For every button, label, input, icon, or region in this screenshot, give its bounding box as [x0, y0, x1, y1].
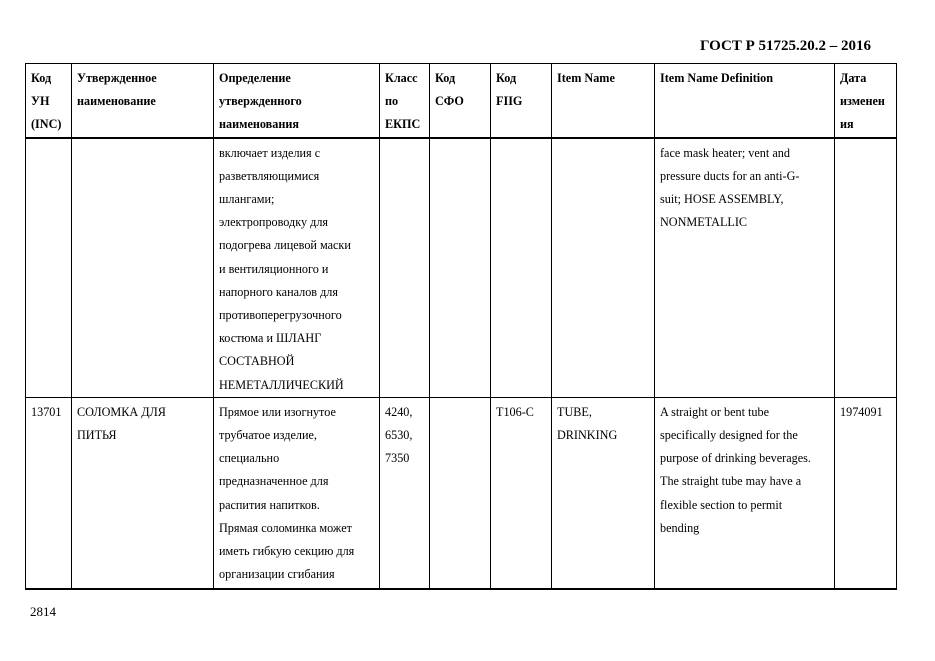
cell-inc: 13701 — [26, 397, 72, 589]
header-item-name: Item Name — [552, 64, 655, 138]
table-header-row — [26, 64, 897, 138]
header-ekps-class: Класс по ЕКПС — [380, 64, 430, 138]
cell-item-name-definition: face mask heater; vent and pressure ducts for an anti-G- suit; HOSE ASSEMBLY, NONMETALLIC — [655, 138, 835, 398]
cell-change-date: 1974091 — [835, 397, 897, 589]
cell-fiig-code: T106-C — [491, 397, 552, 589]
page-number: 2814 — [30, 604, 56, 619]
header-approved-name: Утвержденное наименование — [72, 64, 214, 138]
cell-approved-name: СОЛОМКА ДЛЯ ПИТЬЯ — [72, 397, 214, 589]
header-definition: Определение утвержденного наименования — [214, 64, 380, 138]
cell-ekps-class — [380, 138, 430, 398]
cell-item-name — [552, 138, 655, 398]
cell-fiig-code — [491, 138, 552, 398]
cell-ekps-class: 4240, 6530, 7350 — [380, 397, 430, 589]
cell-sfo-code — [430, 138, 491, 398]
cell-item-name-definition: A straight or bent tube specifically designed for the purpose of drinking beverages. The straight tube may have a flexible section to permit bending — [655, 397, 835, 589]
cell-inc — [26, 138, 72, 398]
cell-change-date — [835, 138, 897, 398]
header-inc-code: Код УН (INC) — [26, 64, 72, 138]
table-row — [26, 397, 897, 589]
header-item-name-definition: Item Name Definition — [655, 64, 835, 138]
header-fiig-code: Код FIIG — [491, 64, 552, 138]
header-sfo-code: Код СФО — [430, 64, 491, 138]
cell-sfo-code — [430, 397, 491, 589]
cell-approved-name — [72, 138, 214, 398]
item-names-table — [25, 63, 897, 590]
table-row — [26, 138, 897, 398]
cell-definition: включает изделия с разветвляющимися шлангами; электропроводку для подогрева лицевой маски и вентиляционного и напорного каналов для противоперегрузочного костюма и ШЛАНГ СОСТАВНОЙ НЕМЕТАЛЛИЧЕСКИЙ — [214, 138, 380, 398]
cell-definition: Прямое или изогнутое трубчатое изделие, специально предназначенное для распития напитков. Прямая соломинка может иметь гибкую секцию для организации сгибания — [214, 397, 380, 589]
header-change-date: Дата изменен ия — [835, 64, 897, 138]
document-standard-id: ГОСТ Р 51725.20.2 – 2016 — [700, 38, 872, 54]
cell-item-name: TUBE, DRINKING — [552, 397, 655, 589]
